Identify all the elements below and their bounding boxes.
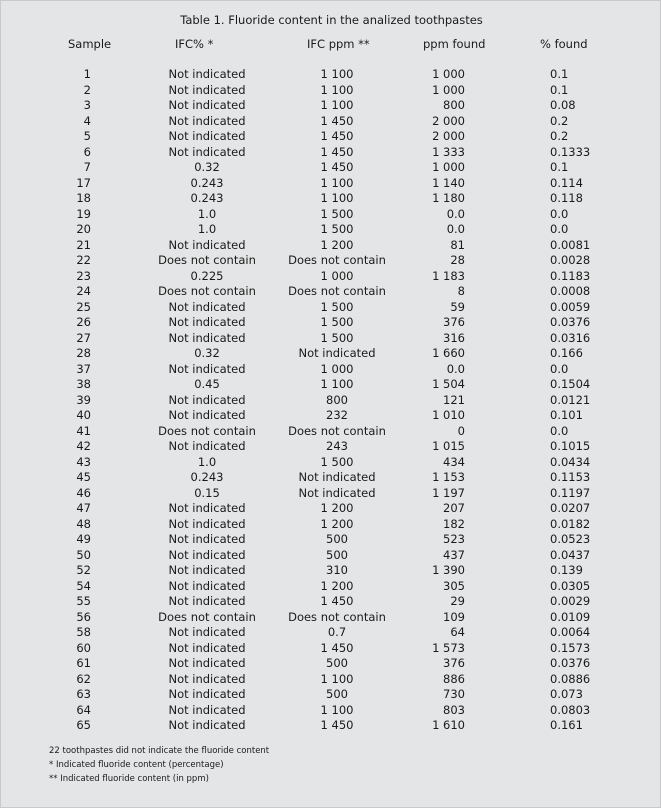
cell-percent-found: 0.0376 bbox=[550, 656, 591, 670]
cell-percent-found: 0.0028 bbox=[550, 253, 591, 267]
cell-ifc-ppm: 500 bbox=[326, 547, 348, 562]
cell-ifc-ppm: 1 100 bbox=[320, 175, 354, 190]
cell-ifc-ppm: 1 450 bbox=[320, 160, 354, 174]
cell-ifc-percent: 0.32 bbox=[194, 160, 220, 174]
cell-ifc-ppm: 500 bbox=[326, 656, 348, 670]
cell-sample: 25 bbox=[76, 299, 91, 314]
table-row bbox=[1, 687, 661, 703]
cell-ifc-ppm: 1 100 bbox=[320, 191, 354, 205]
cell-percent-found: 0.0523 bbox=[550, 532, 591, 546]
table-row bbox=[1, 145, 661, 161]
cell-ppm-found: 1 390 bbox=[432, 563, 465, 577]
cell-sample: 54 bbox=[76, 578, 91, 593]
cell-ppm-found: 2 000 bbox=[432, 129, 465, 143]
cell-percent-found: 0.1153 bbox=[550, 470, 591, 484]
cell-ppm-found: 1 000 bbox=[432, 82, 465, 97]
cell-sample: 18 bbox=[76, 191, 91, 205]
cell-ifc-ppm: 1 500 bbox=[320, 299, 354, 314]
cell-percent-found: 0.0207 bbox=[550, 501, 591, 515]
cell-sample: 24 bbox=[76, 284, 91, 298]
table-row bbox=[1, 362, 661, 378]
cell-sample: 47 bbox=[76, 501, 91, 515]
cell-sample: 4 bbox=[83, 113, 91, 128]
cell-percent-found: 0.0109 bbox=[550, 609, 591, 624]
cell-ppm-found: 0.0 bbox=[446, 222, 465, 236]
cell-ppm-found: 1 660 bbox=[432, 346, 465, 360]
table-row bbox=[1, 656, 661, 672]
cell-ifc-percent: Not indicated bbox=[168, 516, 246, 531]
cell-sample: 65 bbox=[76, 718, 91, 732]
table-row bbox=[1, 408, 661, 424]
cell-ifc-ppm: 1 100 bbox=[320, 702, 354, 717]
cell-percent-found: 0.2 bbox=[550, 113, 569, 128]
cell-ifc-percent: Not indicated bbox=[168, 563, 246, 577]
cell-ppm-found: 1 015 bbox=[432, 439, 465, 453]
cell-percent-found: 0.139 bbox=[550, 563, 583, 577]
cell-ifc-ppm: 1 200 bbox=[320, 237, 354, 252]
table-row bbox=[1, 253, 661, 269]
cell-ppm-found: 0 bbox=[457, 423, 465, 438]
cell-sample: 27 bbox=[76, 330, 91, 345]
cell-sample: 40 bbox=[76, 408, 91, 422]
cell-ifc-ppm: 1 100 bbox=[320, 671, 354, 686]
cell-percent-found: 0.0 bbox=[550, 423, 569, 438]
cell-sample: 19 bbox=[76, 206, 91, 221]
cell-ifc-percent: Not indicated bbox=[168, 408, 246, 422]
table-row bbox=[1, 594, 661, 610]
cell-ifc-ppm: 1 500 bbox=[320, 330, 354, 345]
cell-ppm-found: 0.0 bbox=[446, 206, 465, 221]
table-row bbox=[1, 563, 661, 579]
cell-ifc-ppm: 500 bbox=[326, 532, 348, 546]
cell-ifc-percent: Not indicated bbox=[168, 98, 246, 112]
table-row bbox=[1, 98, 661, 114]
table-row bbox=[1, 455, 661, 471]
cell-percent-found: 0.1 bbox=[550, 160, 569, 174]
cell-ifc-ppm: 1 450 bbox=[320, 129, 354, 143]
cell-ifc-ppm: Does not contain bbox=[288, 609, 386, 624]
cell-ppm-found: 886 bbox=[443, 671, 465, 686]
cell-ifc-percent: Not indicated bbox=[168, 501, 246, 515]
cell-ifc-percent: Not indicated bbox=[168, 594, 246, 608]
table-row bbox=[1, 470, 661, 486]
cell-ppm-found: 182 bbox=[443, 516, 465, 531]
cell-ifc-percent: Not indicated bbox=[168, 361, 246, 376]
cell-ifc-ppm: 1 500 bbox=[320, 315, 354, 329]
cell-ifc-ppm: 1 200 bbox=[320, 501, 354, 515]
header-ifc-percent: IFC% * bbox=[175, 37, 214, 51]
cell-sample: 37 bbox=[76, 361, 91, 376]
cell-sample: 58 bbox=[76, 625, 91, 639]
table-row bbox=[1, 610, 661, 626]
cell-sample: 42 bbox=[76, 439, 91, 453]
cell-ifc-percent: Not indicated bbox=[168, 702, 246, 717]
cell-ifc-ppm: 800 bbox=[326, 392, 348, 407]
cell-ppm-found: 730 bbox=[443, 687, 465, 701]
cell-ifc-percent: Not indicated bbox=[168, 439, 246, 453]
cell-ifc-percent: Not indicated bbox=[168, 625, 246, 639]
cell-percent-found: 0.0437 bbox=[550, 547, 591, 562]
table-row bbox=[1, 641, 661, 657]
cell-ifc-ppm: 1 100 bbox=[320, 67, 354, 81]
cell-ppm-found: 29 bbox=[450, 594, 465, 608]
table-row bbox=[1, 284, 661, 300]
table-notes bbox=[49, 744, 269, 786]
cell-percent-found: 0.0803 bbox=[550, 702, 591, 717]
cell-sample: 3 bbox=[83, 98, 91, 112]
cell-ifc-ppm: 1 200 bbox=[320, 578, 354, 593]
cell-sample: 43 bbox=[76, 454, 91, 469]
cell-sample: 49 bbox=[76, 532, 91, 546]
cell-ppm-found: 437 bbox=[443, 547, 465, 562]
cell-percent-found: 0.2 bbox=[550, 129, 569, 143]
table-row bbox=[1, 548, 661, 564]
cell-ifc-percent: Not indicated bbox=[168, 299, 246, 314]
cell-percent-found: 0.0029 bbox=[550, 594, 591, 608]
cell-sample: 1 bbox=[83, 67, 91, 81]
cell-percent-found: 0.166 bbox=[550, 346, 583, 360]
cell-ppm-found: 434 bbox=[443, 454, 465, 469]
header-sample: Sample bbox=[68, 37, 112, 51]
cell-sample: 46 bbox=[76, 485, 91, 500]
cell-ifc-ppm: Not indicated bbox=[298, 346, 376, 360]
cell-percent-found: 0.0316 bbox=[550, 330, 591, 345]
table-row bbox=[1, 486, 661, 502]
cell-ifc-ppm: 1 500 bbox=[320, 222, 354, 236]
table-row bbox=[1, 207, 661, 223]
table-row bbox=[1, 222, 661, 238]
cell-percent-found: 0.1504 bbox=[550, 377, 591, 391]
table-row bbox=[1, 346, 661, 362]
cell-ppm-found: 1 197 bbox=[432, 485, 465, 500]
cell-percent-found: 0.0376 bbox=[550, 315, 591, 329]
cell-sample: 61 bbox=[76, 656, 91, 670]
cell-sample: 64 bbox=[76, 702, 91, 717]
table-row bbox=[1, 129, 661, 145]
cell-ppm-found: 109 bbox=[443, 609, 465, 624]
cell-percent-found: 0.0434 bbox=[550, 454, 591, 469]
table-row bbox=[1, 718, 661, 734]
cell-sample: 62 bbox=[76, 671, 91, 686]
table-row bbox=[1, 331, 661, 347]
note-not-indicated: 22 toothpastes did not indicate the fluoride content bbox=[49, 746, 270, 756]
cell-percent-found: 0.0081 bbox=[550, 237, 591, 252]
cell-ppm-found: 316 bbox=[443, 330, 465, 345]
note-ifc-percent: * Indicated fluoride content (percentage) bbox=[49, 760, 224, 770]
cell-sample: 41 bbox=[76, 423, 91, 438]
cell-sample: 21 bbox=[76, 237, 91, 252]
cell-ppm-found: 28 bbox=[450, 253, 465, 267]
cell-ppm-found: 376 bbox=[443, 656, 465, 670]
cell-ifc-ppm: Does not contain bbox=[288, 253, 386, 267]
cell-sample: 52 bbox=[76, 563, 91, 577]
cell-ifc-percent: Not indicated bbox=[168, 330, 246, 345]
cell-ppm-found: 800 bbox=[443, 98, 465, 112]
cell-ppm-found: 1 183 bbox=[432, 268, 465, 283]
cell-ppm-found: 1 140 bbox=[432, 175, 465, 190]
cell-sample: 7 bbox=[83, 160, 91, 174]
cell-sample: 2 bbox=[83, 82, 91, 97]
table-row bbox=[1, 300, 661, 316]
table-row bbox=[1, 315, 661, 331]
table-row bbox=[1, 269, 661, 285]
table-row bbox=[1, 393, 661, 409]
cell-sample: 23 bbox=[76, 268, 91, 283]
cell-percent-found: 0.0059 bbox=[550, 299, 591, 314]
cell-sample: 55 bbox=[76, 594, 91, 608]
cell-percent-found: 0.08 bbox=[550, 98, 576, 112]
cell-sample: 50 bbox=[76, 547, 91, 562]
cell-ifc-ppm: 232 bbox=[326, 408, 348, 422]
cell-ifc-percent: Not indicated bbox=[168, 315, 246, 329]
cell-sample: 17 bbox=[76, 175, 91, 190]
cell-ppm-found: 523 bbox=[443, 532, 465, 546]
cell-ifc-percent: Not indicated bbox=[168, 671, 246, 686]
cell-percent-found: 0.073 bbox=[550, 687, 583, 701]
table-row bbox=[1, 238, 661, 254]
cell-sample: 6 bbox=[83, 144, 91, 159]
cell-ifc-percent: 0.243 bbox=[190, 191, 224, 205]
cell-ppm-found: 1 504 bbox=[432, 377, 465, 391]
cell-percent-found: 0.1333 bbox=[550, 144, 591, 159]
cell-ppm-found: 803 bbox=[443, 702, 465, 717]
cell-ifc-percent: 0.15 bbox=[194, 485, 220, 500]
cell-ifc-percent: Not indicated bbox=[168, 144, 246, 159]
cell-ifc-percent: Not indicated bbox=[168, 113, 246, 128]
cell-percent-found: 0.1 bbox=[550, 67, 569, 81]
cell-ifc-percent: 0.243 bbox=[190, 175, 224, 190]
table-row bbox=[1, 114, 661, 130]
cell-ifc-percent: Not indicated bbox=[168, 82, 246, 97]
cell-ifc-percent: Not indicated bbox=[168, 532, 246, 546]
cell-sample: 56 bbox=[76, 609, 91, 624]
cell-percent-found: 0.1015 bbox=[550, 439, 591, 453]
table-row bbox=[1, 377, 661, 393]
cell-ifc-ppm: 1 450 bbox=[320, 594, 354, 608]
cell-ppm-found: 1 333 bbox=[432, 144, 465, 159]
cell-ifc-percent: 0.32 bbox=[194, 346, 220, 360]
table-body bbox=[1, 67, 661, 734]
cell-sample: 60 bbox=[76, 640, 91, 655]
cell-ifc-ppm: 1 000 bbox=[320, 361, 354, 376]
cell-ppm-found: 1 573 bbox=[432, 640, 465, 655]
cell-ppm-found: 64 bbox=[450, 625, 465, 639]
table-row bbox=[1, 579, 661, 595]
cell-ppm-found: 8 bbox=[457, 284, 465, 298]
cell-percent-found: 0.1197 bbox=[550, 485, 591, 500]
cell-ifc-percent: Not indicated bbox=[168, 392, 246, 407]
cell-ifc-percent: Not indicated bbox=[168, 547, 246, 562]
header-ppm-found: ppm found bbox=[423, 37, 486, 51]
table-title: Table 1. Fluoride content in the analized toothpastes bbox=[180, 13, 483, 27]
cell-ifc-percent: Not indicated bbox=[168, 67, 246, 81]
cell-sample: 22 bbox=[76, 253, 91, 267]
header-percent-found: % found bbox=[540, 37, 588, 51]
cell-ppm-found: 376 bbox=[443, 315, 465, 329]
cell-ifc-ppm: 1 450 bbox=[320, 144, 354, 159]
cell-sample: 26 bbox=[76, 315, 91, 329]
cell-ifc-ppm: Does not contain bbox=[288, 284, 386, 298]
cell-ifc-percent: Not indicated bbox=[168, 237, 246, 252]
cell-ppm-found: 121 bbox=[443, 392, 465, 407]
table-row bbox=[1, 532, 661, 548]
cell-ppm-found: 0.0 bbox=[446, 361, 465, 376]
cell-ppm-found: 207 bbox=[443, 501, 465, 515]
cell-ifc-ppm: 1 000 bbox=[320, 268, 354, 283]
cell-ppm-found: 59 bbox=[450, 299, 465, 314]
cell-percent-found: 0.0 bbox=[550, 222, 569, 236]
cell-ppm-found: 1 153 bbox=[432, 470, 465, 484]
header-ifc-ppm: IFC ppm ** bbox=[307, 37, 370, 51]
cell-percent-found: 0.0121 bbox=[550, 392, 591, 407]
cell-percent-found: 0.0 bbox=[550, 206, 569, 221]
cell-ifc-percent: 1.0 bbox=[197, 206, 217, 221]
cell-ifc-ppm: 1 500 bbox=[320, 454, 354, 469]
cell-ifc-percent: Not indicated bbox=[168, 656, 246, 670]
cell-ifc-percent: Not indicated bbox=[168, 578, 246, 593]
cell-percent-found: 0.0008 bbox=[550, 284, 591, 298]
table-row bbox=[1, 517, 661, 533]
cell-sample: 45 bbox=[76, 470, 91, 484]
cell-ifc-ppm: 1 100 bbox=[320, 377, 354, 391]
table-row bbox=[1, 176, 661, 192]
cell-ifc-percent: Does not contain bbox=[158, 423, 256, 438]
cell-ifc-percent: 0.243 bbox=[190, 470, 224, 484]
cell-ifc-percent: Does not contain bbox=[158, 609, 256, 624]
cell-ifc-percent: Not indicated bbox=[168, 129, 246, 143]
cell-ifc-percent: Does not contain bbox=[158, 284, 256, 298]
table-row bbox=[1, 672, 661, 688]
cell-sample: 38 bbox=[76, 377, 91, 391]
cell-ifc-ppm: 1 100 bbox=[320, 98, 354, 112]
table-row bbox=[1, 67, 661, 83]
cell-ppm-found: 81 bbox=[450, 237, 465, 252]
note-ifc-ppm: ** Indicated fluoride content (in ppm) bbox=[49, 774, 209, 784]
cell-ifc-ppm: 243 bbox=[326, 439, 348, 453]
table-row bbox=[1, 625, 661, 641]
cell-ppm-found: 1 000 bbox=[432, 160, 465, 174]
cell-ifc-percent: 0.225 bbox=[190, 268, 224, 283]
cell-percent-found: 0.0305 bbox=[550, 578, 591, 593]
cell-ifc-percent: 1.0 bbox=[197, 222, 217, 236]
cell-percent-found: 0.161 bbox=[550, 718, 583, 732]
cell-ppm-found: 1 180 bbox=[432, 191, 465, 205]
cell-ifc-ppm: 1 450 bbox=[320, 113, 354, 128]
cell-ifc-ppm: 1 450 bbox=[320, 718, 354, 732]
cell-percent-found: 0.0 bbox=[550, 361, 569, 376]
cell-ifc-ppm: 0.7 bbox=[327, 625, 347, 639]
cell-ifc-ppm: Does not contain bbox=[288, 423, 386, 438]
table-row bbox=[1, 424, 661, 440]
cell-percent-found: 0.1573 bbox=[550, 640, 591, 655]
cell-ifc-ppm: 500 bbox=[326, 687, 348, 701]
cell-ifc-ppm: Not indicated bbox=[298, 470, 376, 484]
cell-ifc-ppm: 1 100 bbox=[320, 82, 354, 97]
table-row bbox=[1, 83, 661, 99]
cell-ifc-ppm: 1 200 bbox=[320, 516, 354, 531]
cell-sample: 39 bbox=[76, 392, 91, 407]
cell-ifc-ppm: 1 500 bbox=[320, 206, 354, 221]
cell-ifc-ppm: 1 450 bbox=[320, 640, 354, 655]
cell-ppm-found: 1 610 bbox=[432, 718, 465, 732]
cell-sample: 20 bbox=[76, 222, 91, 236]
cell-percent-found: 0.1183 bbox=[550, 268, 591, 283]
cell-percent-found: 0.0886 bbox=[550, 671, 591, 686]
cell-sample: 48 bbox=[76, 516, 91, 531]
cell-ifc-percent: Not indicated bbox=[168, 718, 246, 732]
table-row bbox=[1, 191, 661, 207]
cell-ppm-found: 1 000 bbox=[432, 67, 465, 81]
cell-ifc-percent: 0.45 bbox=[194, 377, 220, 391]
table-row bbox=[1, 703, 661, 719]
cell-percent-found: 0.114 bbox=[550, 175, 583, 190]
cell-ifc-percent: 1.0 bbox=[197, 454, 217, 469]
cell-sample: 28 bbox=[76, 346, 91, 360]
cell-sample: 63 bbox=[76, 687, 91, 701]
cell-ifc-percent: Not indicated bbox=[168, 687, 246, 701]
cell-ppm-found: 305 bbox=[443, 578, 465, 593]
cell-ppm-found: 2 000 bbox=[432, 113, 465, 128]
cell-ifc-percent: Not indicated bbox=[168, 640, 246, 655]
table-row bbox=[1, 501, 661, 517]
cell-percent-found: 0.0064 bbox=[550, 625, 591, 639]
table-row bbox=[1, 439, 661, 455]
cell-ifc-ppm: 310 bbox=[326, 563, 348, 577]
cell-percent-found: 0.101 bbox=[550, 408, 583, 422]
cell-ppm-found: 1 010 bbox=[432, 408, 465, 422]
cell-percent-found: 0.118 bbox=[550, 191, 583, 205]
table-row bbox=[1, 160, 661, 176]
cell-sample: 5 bbox=[83, 129, 91, 143]
cell-ifc-ppm: Not indicated bbox=[298, 485, 376, 500]
cell-ifc-percent: Does not contain bbox=[158, 253, 256, 267]
cell-percent-found: 0.0182 bbox=[550, 516, 591, 531]
cell-percent-found: 0.1 bbox=[550, 82, 569, 97]
